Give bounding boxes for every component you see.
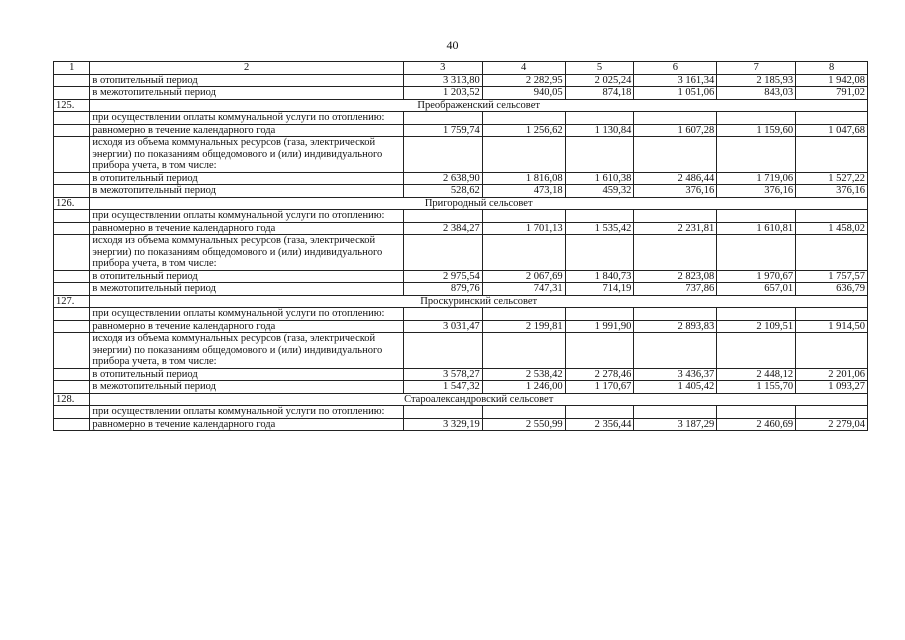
value-cell: 1 458,02 xyxy=(796,222,868,235)
section-header-row xyxy=(54,295,868,308)
table-row xyxy=(54,210,868,223)
table-row xyxy=(54,74,868,87)
value-cell xyxy=(403,137,482,173)
row-index-cell xyxy=(54,137,90,173)
section-header-row xyxy=(54,99,868,112)
row-index-cell xyxy=(54,368,90,381)
table-row xyxy=(54,124,868,137)
value-cell xyxy=(482,137,565,173)
value-cell: 1 203,52 xyxy=(403,87,482,100)
section-index: 128. xyxy=(54,393,90,406)
value-cell xyxy=(482,333,565,369)
table-row xyxy=(54,283,868,296)
value-cell xyxy=(403,308,482,321)
section-title: Пригородный сельсовет xyxy=(90,197,868,210)
column-number: 2 xyxy=(90,62,403,75)
value-cell: 2 067,69 xyxy=(482,270,565,283)
value-cell: 2 109,51 xyxy=(717,320,796,333)
section-index: 127. xyxy=(54,295,90,308)
value-cell: 3 187,29 xyxy=(634,418,717,431)
value-cell xyxy=(717,235,796,271)
table-row xyxy=(54,418,868,431)
value-cell: 843,03 xyxy=(717,87,796,100)
row-index-cell xyxy=(54,124,90,137)
value-cell xyxy=(717,210,796,223)
section-header-row xyxy=(54,197,868,210)
value-cell: 737,86 xyxy=(634,283,717,296)
row-index-cell xyxy=(54,235,90,271)
table-row xyxy=(54,137,868,173)
table-row xyxy=(54,308,868,321)
value-cell: 1 547,32 xyxy=(403,381,482,394)
value-cell: 1 757,57 xyxy=(796,270,868,283)
value-cell: 3 313,80 xyxy=(403,74,482,87)
table-row xyxy=(54,222,868,235)
value-cell: 1 970,67 xyxy=(717,270,796,283)
value-cell: 1 942,08 xyxy=(796,74,868,87)
row-index-cell xyxy=(54,333,90,369)
value-cell: 1 991,90 xyxy=(565,320,634,333)
row-label: в отопительный период xyxy=(90,270,403,283)
value-cell: 714,19 xyxy=(565,283,634,296)
value-cell: 1 610,38 xyxy=(565,172,634,185)
value-cell: 3 578,27 xyxy=(403,368,482,381)
value-cell: 1 051,06 xyxy=(634,87,717,100)
value-cell: 2 893,83 xyxy=(634,320,717,333)
section-index: 126. xyxy=(54,197,90,210)
value-cell: 2 538,42 xyxy=(482,368,565,381)
value-cell: 1 840,73 xyxy=(565,270,634,283)
row-index-cell xyxy=(54,112,90,125)
value-cell: 1 246,00 xyxy=(482,381,565,394)
value-cell xyxy=(796,235,868,271)
value-cell xyxy=(796,137,868,173)
value-cell xyxy=(796,112,868,125)
value-cell: 3 329,19 xyxy=(403,418,482,431)
value-cell xyxy=(634,333,717,369)
value-cell xyxy=(482,112,565,125)
value-cell: 1 759,74 xyxy=(403,124,482,137)
value-cell: 1 610,81 xyxy=(717,222,796,235)
row-index-cell xyxy=(54,222,90,235)
column-number-row xyxy=(54,62,868,75)
value-cell xyxy=(565,333,634,369)
row-label: исходя из объема коммунальных ресурсов (газа, электрической энергии) по показаниям общедомового и (или) индивидуального прибора учета, в том числе: xyxy=(90,333,403,369)
section-title: Проскуринский сельсовет xyxy=(90,295,868,308)
value-cell xyxy=(482,308,565,321)
row-index-cell xyxy=(54,283,90,296)
row-label: равномерно в течение календарного года xyxy=(90,124,403,137)
value-cell: 1 719,06 xyxy=(717,172,796,185)
value-cell xyxy=(717,406,796,419)
value-cell: 3 161,34 xyxy=(634,74,717,87)
table-body xyxy=(54,62,868,431)
value-cell: 657,01 xyxy=(717,283,796,296)
value-cell: 1 914,50 xyxy=(796,320,868,333)
value-cell: 2 550,99 xyxy=(482,418,565,431)
value-cell xyxy=(482,210,565,223)
row-index-cell xyxy=(54,87,90,100)
section-header-row xyxy=(54,393,868,406)
value-cell: 1 047,68 xyxy=(796,124,868,137)
value-cell: 2 448,12 xyxy=(717,368,796,381)
table-row xyxy=(54,368,868,381)
value-cell: 376,16 xyxy=(634,185,717,198)
column-number: 4 xyxy=(482,62,565,75)
column-number: 5 xyxy=(565,62,634,75)
row-label: исходя из объема коммунальных ресурсов (газа, электрической энергии) по показаниям общедомового и (или) индивидуального прибора учета, в том числе: xyxy=(90,235,403,271)
value-cell: 1 170,67 xyxy=(565,381,634,394)
value-cell: 2 282,95 xyxy=(482,74,565,87)
value-cell xyxy=(565,137,634,173)
value-cell: 747,31 xyxy=(482,283,565,296)
value-cell xyxy=(634,308,717,321)
value-cell xyxy=(717,308,796,321)
value-cell: 2 384,27 xyxy=(403,222,482,235)
value-cell xyxy=(796,210,868,223)
value-cell: 2 279,04 xyxy=(796,418,868,431)
value-cell: 3 436,37 xyxy=(634,368,717,381)
row-label: при осуществлении оплаты коммунальной услуги по отоплению: xyxy=(90,210,403,223)
value-cell: 1 093,27 xyxy=(796,381,868,394)
column-number: 3 xyxy=(403,62,482,75)
row-index-cell xyxy=(54,381,90,394)
value-cell: 1 405,42 xyxy=(634,381,717,394)
value-cell: 1 130,84 xyxy=(565,124,634,137)
value-cell: 1 256,62 xyxy=(482,124,565,137)
value-cell: 528,62 xyxy=(403,185,482,198)
value-cell: 1 816,08 xyxy=(482,172,565,185)
value-cell xyxy=(403,406,482,419)
value-cell: 376,16 xyxy=(796,185,868,198)
value-cell: 2 201,06 xyxy=(796,368,868,381)
value-cell xyxy=(717,112,796,125)
row-label: при осуществлении оплаты коммунальной услуги по отоплению: xyxy=(90,112,403,125)
value-cell: 376,16 xyxy=(717,185,796,198)
value-cell: 2 823,08 xyxy=(634,270,717,283)
table-row xyxy=(54,87,868,100)
row-label: равномерно в течение календарного года xyxy=(90,320,403,333)
value-cell xyxy=(796,406,868,419)
value-cell: 1 159,60 xyxy=(717,124,796,137)
value-cell: 3 031,47 xyxy=(403,320,482,333)
value-cell xyxy=(403,210,482,223)
page-number: 40 xyxy=(446,38,459,52)
value-cell xyxy=(634,210,717,223)
table-row xyxy=(54,333,868,369)
value-cell: 2 486,44 xyxy=(634,172,717,185)
row-label: при осуществлении оплаты коммунальной услуги по отоплению: xyxy=(90,406,403,419)
value-cell: 2 638,90 xyxy=(403,172,482,185)
row-label: в межотопительный период xyxy=(90,381,403,394)
value-cell xyxy=(565,210,634,223)
tariff-table xyxy=(53,61,868,431)
value-cell: 2 460,69 xyxy=(717,418,796,431)
value-cell xyxy=(634,235,717,271)
row-index-cell xyxy=(54,320,90,333)
table-row xyxy=(54,112,868,125)
row-label: при осуществлении оплаты коммунальной услуги по отоплению: xyxy=(90,308,403,321)
value-cell: 940,05 xyxy=(482,87,565,100)
value-cell: 2 025,24 xyxy=(565,74,634,87)
value-cell xyxy=(482,235,565,271)
table-row xyxy=(54,172,868,185)
column-number: 7 xyxy=(717,62,796,75)
row-label: в отопительный период xyxy=(90,368,403,381)
column-number: 1 xyxy=(54,62,90,75)
value-cell xyxy=(403,112,482,125)
value-cell xyxy=(717,137,796,173)
value-cell: 473,18 xyxy=(482,185,565,198)
table-row xyxy=(54,235,868,271)
table-row xyxy=(54,185,868,198)
value-cell xyxy=(796,333,868,369)
table-row xyxy=(54,406,868,419)
value-cell xyxy=(717,333,796,369)
value-cell: 1 155,70 xyxy=(717,381,796,394)
value-cell: 874,18 xyxy=(565,87,634,100)
row-index-cell xyxy=(54,210,90,223)
value-cell xyxy=(565,235,634,271)
value-cell: 879,76 xyxy=(403,283,482,296)
row-index-cell xyxy=(54,418,90,431)
row-label: в межотопительный период xyxy=(90,283,403,296)
value-cell xyxy=(403,333,482,369)
value-cell xyxy=(796,308,868,321)
row-index-cell xyxy=(54,308,90,321)
row-label: в межотопительный период xyxy=(90,185,403,198)
row-index-cell xyxy=(54,185,90,198)
value-cell: 2 278,46 xyxy=(565,368,634,381)
value-cell: 791,02 xyxy=(796,87,868,100)
row-label: равномерно в течение календарного года xyxy=(90,418,403,431)
table-row xyxy=(54,381,868,394)
value-cell: 1 527,22 xyxy=(796,172,868,185)
value-cell xyxy=(634,112,717,125)
row-index-cell xyxy=(54,172,90,185)
row-label: равномерно в течение календарного года xyxy=(90,222,403,235)
value-cell xyxy=(403,235,482,271)
section-title: Староалександровский сельсовет xyxy=(90,393,868,406)
value-cell: 2 975,54 xyxy=(403,270,482,283)
value-cell: 459,32 xyxy=(565,185,634,198)
value-cell: 1 701,13 xyxy=(482,222,565,235)
row-label: исходя из объема коммунальных ресурсов (газа, электрической энергии) по показаниям общедомового и (или) индивидуального прибора учета, в том числе: xyxy=(90,137,403,173)
section-index: 125. xyxy=(54,99,90,112)
row-label: в отопительный период xyxy=(90,74,403,87)
row-label: в межотопительный период xyxy=(90,87,403,100)
row-index-cell xyxy=(54,270,90,283)
value-cell xyxy=(482,406,565,419)
table-row xyxy=(54,270,868,283)
value-cell: 2 231,81 xyxy=(634,222,717,235)
value-cell xyxy=(634,406,717,419)
value-cell: 1 607,28 xyxy=(634,124,717,137)
value-cell: 636,79 xyxy=(796,283,868,296)
row-label: в отопительный период xyxy=(90,172,403,185)
column-number: 8 xyxy=(796,62,868,75)
value-cell: 2 199,81 xyxy=(482,320,565,333)
row-index-cell xyxy=(54,406,90,419)
value-cell xyxy=(634,137,717,173)
section-title: Преображенский сельсовет xyxy=(90,99,868,112)
value-cell: 2 356,44 xyxy=(565,418,634,431)
value-cell: 2 185,93 xyxy=(717,74,796,87)
row-index-cell xyxy=(54,74,90,87)
value-cell xyxy=(565,406,634,419)
table-row xyxy=(54,320,868,333)
value-cell xyxy=(565,112,634,125)
value-cell xyxy=(565,308,634,321)
column-number: 6 xyxy=(634,62,717,75)
value-cell: 1 535,42 xyxy=(565,222,634,235)
